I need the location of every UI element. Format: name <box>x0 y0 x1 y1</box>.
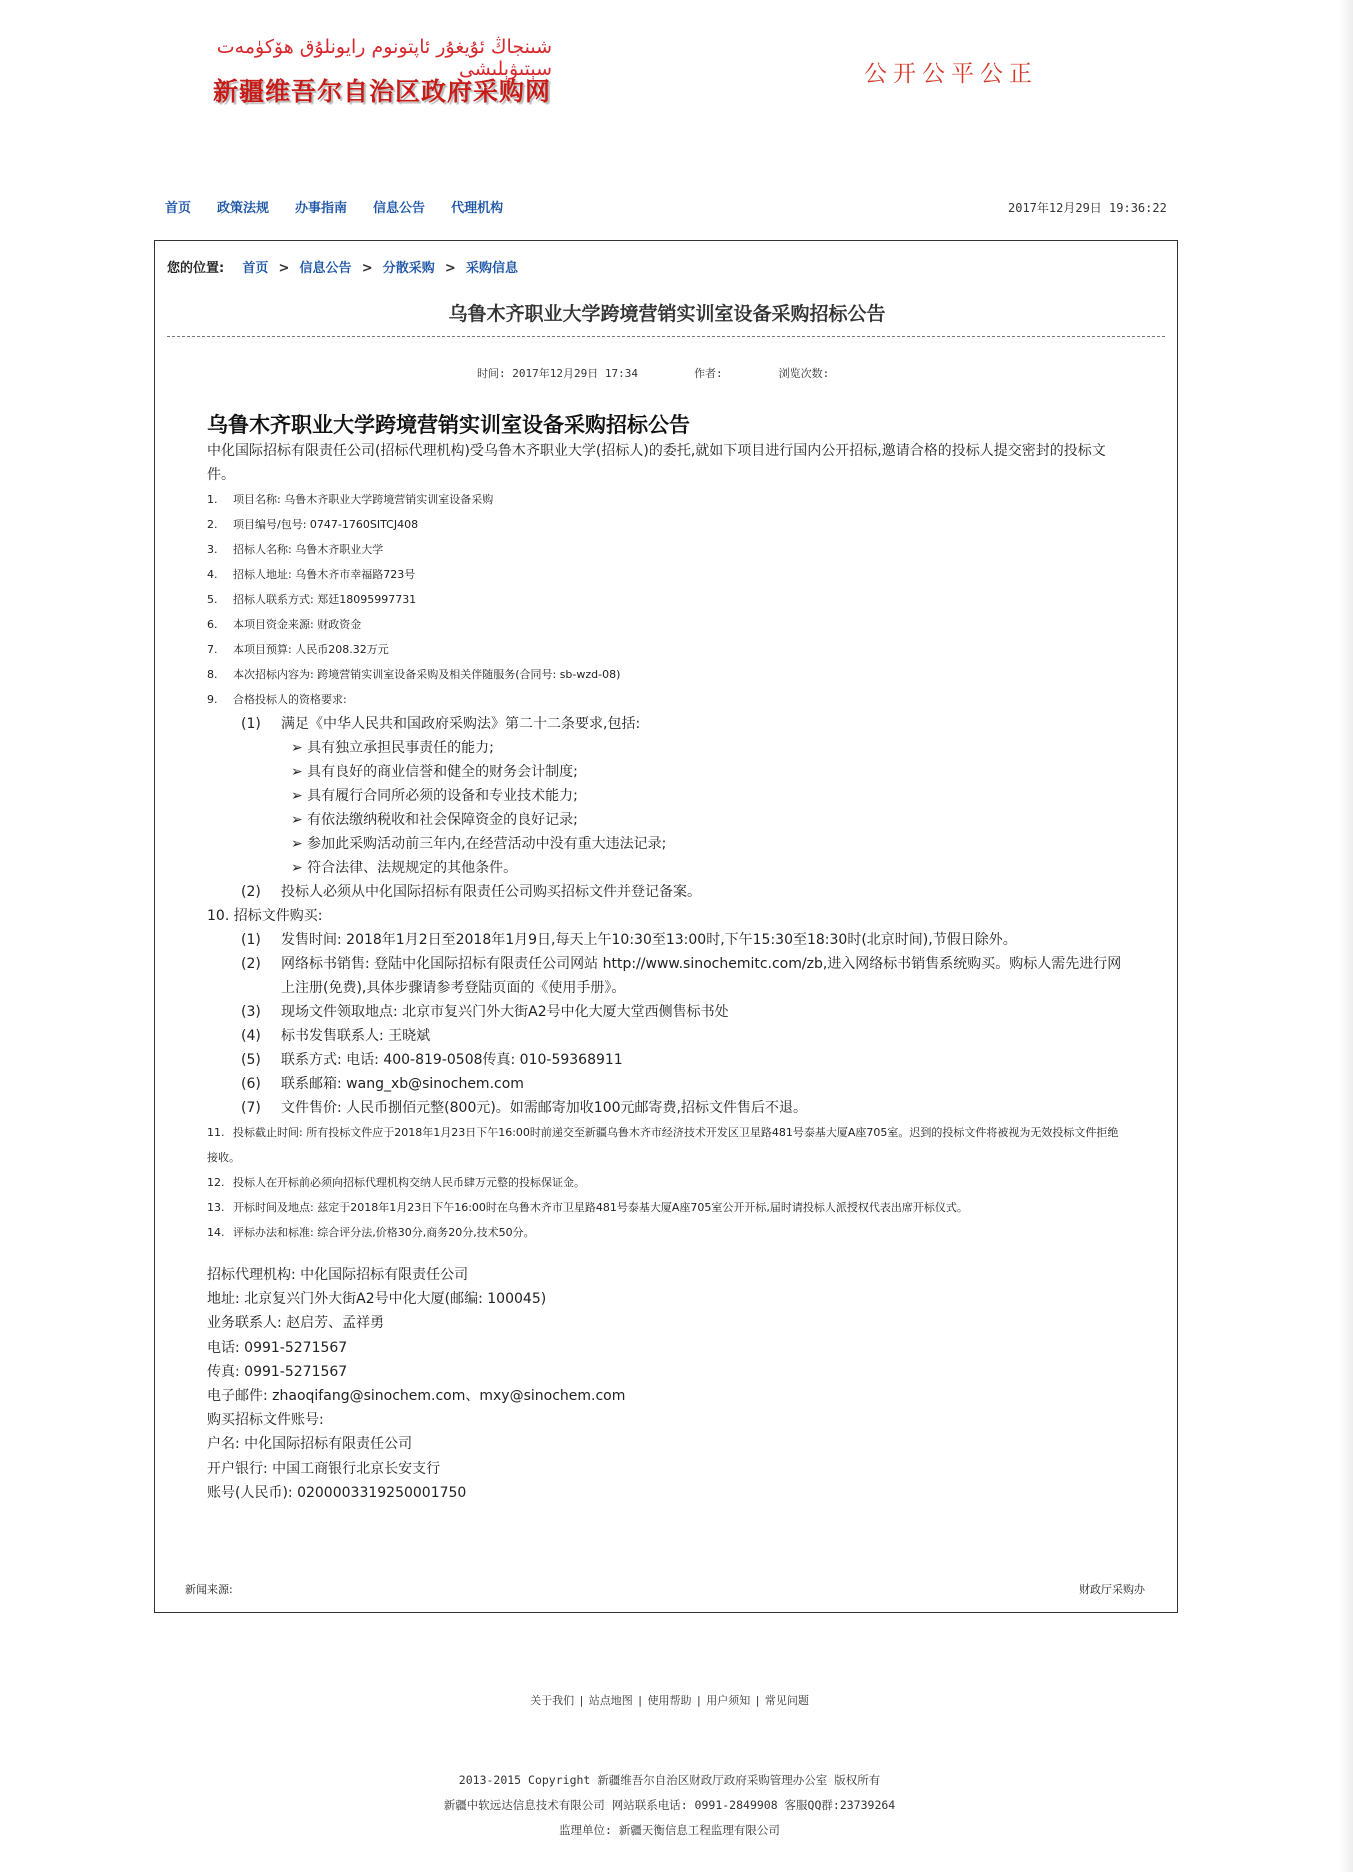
current-datetime: 2017年12月29日 19:36:22 <box>1008 201 1167 215</box>
main-nav <box>165 197 529 216</box>
list-item <box>207 512 1127 537</box>
sub-item-text: 投标人必须从中化国际招标有限责任公司购买招标文件并登记备案。 <box>281 884 701 900</box>
purchase-item <box>207 1072 1127 1096</box>
sub-item-text: 满足《中华人民共和国政府采购法》第二十二条要求,包括: <box>281 716 641 732</box>
list-item <box>207 612 1127 637</box>
list-item-number: 13. <box>207 1201 225 1214</box>
list-item-number: 6. <box>207 618 218 631</box>
list-item <box>207 1195 1127 1220</box>
bullet-item: ➢ 具有良好的商业信誉和健全的财务会计制度; <box>291 764 578 780</box>
list-item <box>207 662 1127 687</box>
sub-item-number: (1) <box>241 932 261 948</box>
title-divider <box>167 336 1165 337</box>
list-item-text: 本项目资金来源: 财政资金 <box>233 618 362 631</box>
nav-agencies[interactable]: 代理机构 <box>451 201 504 216</box>
purchase-item <box>207 928 1127 952</box>
contact-line: 购买招标文件账号: <box>207 1412 324 1429</box>
body-heading: 乌鲁木齐职业大学跨境营销实训室设备采购招标公告 <box>207 413 690 437</box>
bullet-item: ➢ 具有独立承担民事责任的能力; <box>291 740 494 756</box>
news-source-value: 财政厅采购办 <box>1079 1583 1145 1596</box>
nav-home[interactable]: 首页 <box>165 201 192 216</box>
list-item-number: 9. <box>207 693 218 706</box>
sub-item-text: 标书发售联系人: 王晓斌 <box>281 1028 431 1044</box>
breadcrumb-separator: > <box>278 261 290 276</box>
list-item-text: 招标人联系方式: 郑廷18095997731 <box>233 593 417 606</box>
sub-item-text: 现场文件领取地点: 北京市复兴门外大街A2号中化大厦大堂西侧售标书处 <box>281 1004 729 1020</box>
news-source-label: 新闻来源: <box>185 1583 233 1596</box>
list-item-text: 评标办法和标准: 综合评分法,价格30分,商务20分,技术50分。 <box>233 1226 535 1239</box>
list-item-text: 开标时间及地点: 兹定于2018年1月23日下午16:00时在乌鲁木齐市卫星路481号泰基大厦A座705室公开开标,届时请投标人派授权代表出席开标仪式。 <box>233 1201 968 1214</box>
sub-item-number: (1) <box>241 716 261 732</box>
page-scroll-edge <box>1339 0 1353 1872</box>
list-item-number: 12. <box>207 1176 225 1189</box>
breadcrumb-separator: > <box>444 261 456 276</box>
list-item-number: 4. <box>207 568 218 581</box>
breadcrumb-decentralized[interactable]: 分散采购 <box>382 261 435 276</box>
meta-author: 作者: <box>693 367 723 380</box>
footer-link-terms[interactable]: 用户须知 <box>706 1694 751 1707</box>
article-meta <box>477 365 885 381</box>
meta-views: 浏览次数: <box>778 367 830 380</box>
logo-uyghur-text: شىنجاڭ ئۇيغۇر ئاپتونوم رايونلۇق ھۆكۈمەت سېتىۋېلىشى <box>216 36 552 80</box>
footer-copyright <box>0 1768 1339 1843</box>
footer-links: 关于我们 | 站点地图 | 使用帮助 | 用户须知 | 常见问题 <box>530 1694 809 1707</box>
sub-item-text: 联系邮箱: wang_xb@sinochem.com <box>281 1076 524 1092</box>
sub-item-text: 联系方式: 电话: 400-819-0508传真: 010-59368911 <box>281 1052 623 1068</box>
contact-line: 业务联系人: 赵启芳、孟祥勇 <box>207 1315 385 1332</box>
sub-item-text: 网络标书销售: 登陆中化国际招标有限责任公司网站 http://www.sinochemitc.com/zb,进入网络标书销售系统购买。购标人需先进行网上注册(免费),具体步骤请参考登陆页面的《使用手册》。 <box>281 956 1122 996</box>
article-panel <box>154 240 1178 1613</box>
footer-link-faq[interactable]: 常见问题 <box>764 1694 809 1707</box>
list-item-number: 7. <box>207 643 218 656</box>
item-10-heading: 10. 招标文件购买: <box>207 908 323 924</box>
bullet-item: ➢ 具有履行合同所必须的设备和专业技术能力; <box>291 788 578 804</box>
footer-link-help[interactable]: 使用帮助 <box>647 1694 692 1707</box>
sub-item-number: (2) <box>241 884 261 900</box>
contact-line: 账号(人民币): 0200003319250001750 <box>207 1484 467 1501</box>
list-item <box>207 1120 1127 1170</box>
list-item-text: 招标人地址: 乌鲁木齐市幸福路723号 <box>233 568 416 581</box>
sub-item-number: (5) <box>241 1052 261 1068</box>
contact-line: 户名: 中化国际招标有限责任公司 <box>207 1436 413 1453</box>
list-item-text: 项目编号/包号: 0747-1760SITCJ408 <box>233 518 419 531</box>
list-item <box>207 637 1127 662</box>
list-item-number: 11. <box>207 1126 225 1139</box>
slogan: 公开公平公正 <box>864 61 1038 87</box>
nav-guide[interactable]: 办事指南 <box>295 201 348 216</box>
nav-policy[interactable]: 政策法规 <box>217 201 270 216</box>
sub-item-number: (2) <box>241 956 261 972</box>
sub-item-number: (7) <box>241 1100 261 1116</box>
copyright-line: 监理单位: 新疆天衡信息工程监理有限公司 <box>559 1823 780 1837</box>
body-intro: 中化国际招标有限责任公司(招标代理机构)受乌鲁木齐职业大学(招标人)的委托,就如下项目进行国内公开招标,邀请合格的投标人提交密封的投标文件。 <box>207 443 1106 483</box>
list-item-number: 8. <box>207 668 218 681</box>
contact-line: 开户银行: 中国工商银行北京长安支行 <box>207 1460 441 1477</box>
list-item <box>207 562 1127 587</box>
purchase-item <box>207 1024 1127 1048</box>
list-item-text: 投标人在开标前必须向招标代理机构交纳人民币肆万元整的投标保证金。 <box>233 1176 585 1189</box>
list-item <box>207 587 1127 612</box>
list-item <box>207 1170 1127 1195</box>
breadcrumb <box>167 257 518 276</box>
list-item <box>207 487 1127 512</box>
list-item-text: 合格投标人的资格要求: <box>233 693 347 706</box>
list-item-text: 招标人名称: 乌鲁木齐职业大学 <box>233 543 384 556</box>
sub-item-text: 文件售价: 人民币捌佰元整(800元)。如需邮寄加收100元邮寄费,招标文件售后不退。 <box>281 1100 807 1116</box>
sub-item-number: (6) <box>241 1076 261 1092</box>
list-item-number: 3. <box>207 543 218 556</box>
copyright-line: 2013-2015 Copyright 新疆维吾尔自治区财政厅政府采购管理办公室 版权所有 <box>458 1773 881 1787</box>
list-item-number: 5. <box>207 593 218 606</box>
purchase-item <box>207 1048 1127 1072</box>
contact-line: 地址: 北京复兴门外大街A2号中化大厦(邮编: 100045) <box>207 1291 547 1308</box>
purchase-item <box>207 1096 1127 1120</box>
list-item <box>207 1220 1127 1245</box>
contact-line: 电子邮件: zhaoqifang@sinochem.com、mxy@sinochem.com <box>207 1388 626 1405</box>
breadcrumb-notices[interactable]: 信息公告 <box>299 261 352 276</box>
breadcrumb-separator: > <box>361 261 373 276</box>
bullet-item: ➢ 符合法律、法规规定的其他条件。 <box>291 860 518 876</box>
footer-link-sitemap[interactable]: 站点地图 <box>588 1694 633 1707</box>
list-item-text: 投标截止时间: 所有投标文件应于2018年1月23日下午16:00时前递交至新疆乌鲁木齐市经济技术开发区卫星路481号泰基大厦A座705室。迟到的投标文件将被视为无效投标文件拒绝接收。 <box>207 1126 1119 1164</box>
list-item-number: 2. <box>207 518 218 531</box>
site-header <box>0 0 1339 180</box>
requirement-2 <box>207 880 1127 904</box>
sub-item-number: (3) <box>241 1004 261 1020</box>
article-title: 乌鲁木齐职业大学跨境营销实训室设备采购招标公告 <box>448 303 886 325</box>
purchase-item <box>207 1000 1127 1024</box>
list-item-number: 14. <box>207 1226 225 1239</box>
copyright-line: 新疆中软远达信息技术有限公司 网站联系电话: 0991-2849908 客服QQ群:23739264 <box>443 1798 896 1812</box>
list-item <box>207 687 1127 712</box>
list-item-number: 1. <box>207 493 218 506</box>
sub-item-number: (4) <box>241 1028 261 1044</box>
contact-line: 招标代理机构: 中化国际招标有限责任公司 <box>207 1267 469 1283</box>
sub-item-text: 发售时间: 2018年1月2日至2018年1月9日,每天上午10:30至13:00时,下午15:30至18:30时(北京时间),节假日除外。 <box>281 932 1017 948</box>
spacer <box>207 1245 1127 1263</box>
footer-link-about[interactable]: 关于我们 <box>530 1694 575 1707</box>
breadcrumb-procurement-info[interactable]: 采购信息 <box>465 261 518 276</box>
purchase-item <box>207 952 1127 1000</box>
list-item-text: 本项目预算: 人民币208.32万元 <box>233 643 389 656</box>
article-body <box>207 411 1127 1505</box>
nav-notices[interactable]: 信息公告 <box>373 201 426 216</box>
breadcrumb-home[interactable]: 首页 <box>242 261 269 276</box>
requirement-1 <box>207 712 1127 736</box>
list-item-text: 本次招标内容为: 跨境营销实训室设备采购及相关伴随服务(合同号: sb-wzd-08) <box>233 668 621 681</box>
contact-line: 电话: 0991-5271567 <box>207 1339 348 1356</box>
meta-time: 时间: 2017年12月29日 17:34 <box>477 367 638 380</box>
list-item-text: 项目名称: 乌鲁木齐职业大学跨境营销实训室设备采购 <box>233 493 494 506</box>
breadcrumb-label: 您的位置: <box>167 261 225 276</box>
contact-line: 传真: 0991-5271567 <box>207 1363 348 1380</box>
list-item <box>207 537 1127 562</box>
bullet-item: ➢ 有依法缴纳税收和社会保障资金的良好记录; <box>291 812 578 828</box>
bullet-item: ➢ 参加此采购活动前三年内,在经营活动中没有重大违法记录; <box>291 836 667 852</box>
logo-chinese-text[interactable]: 新疆维吾尔自治区政府采购网 <box>213 77 552 106</box>
